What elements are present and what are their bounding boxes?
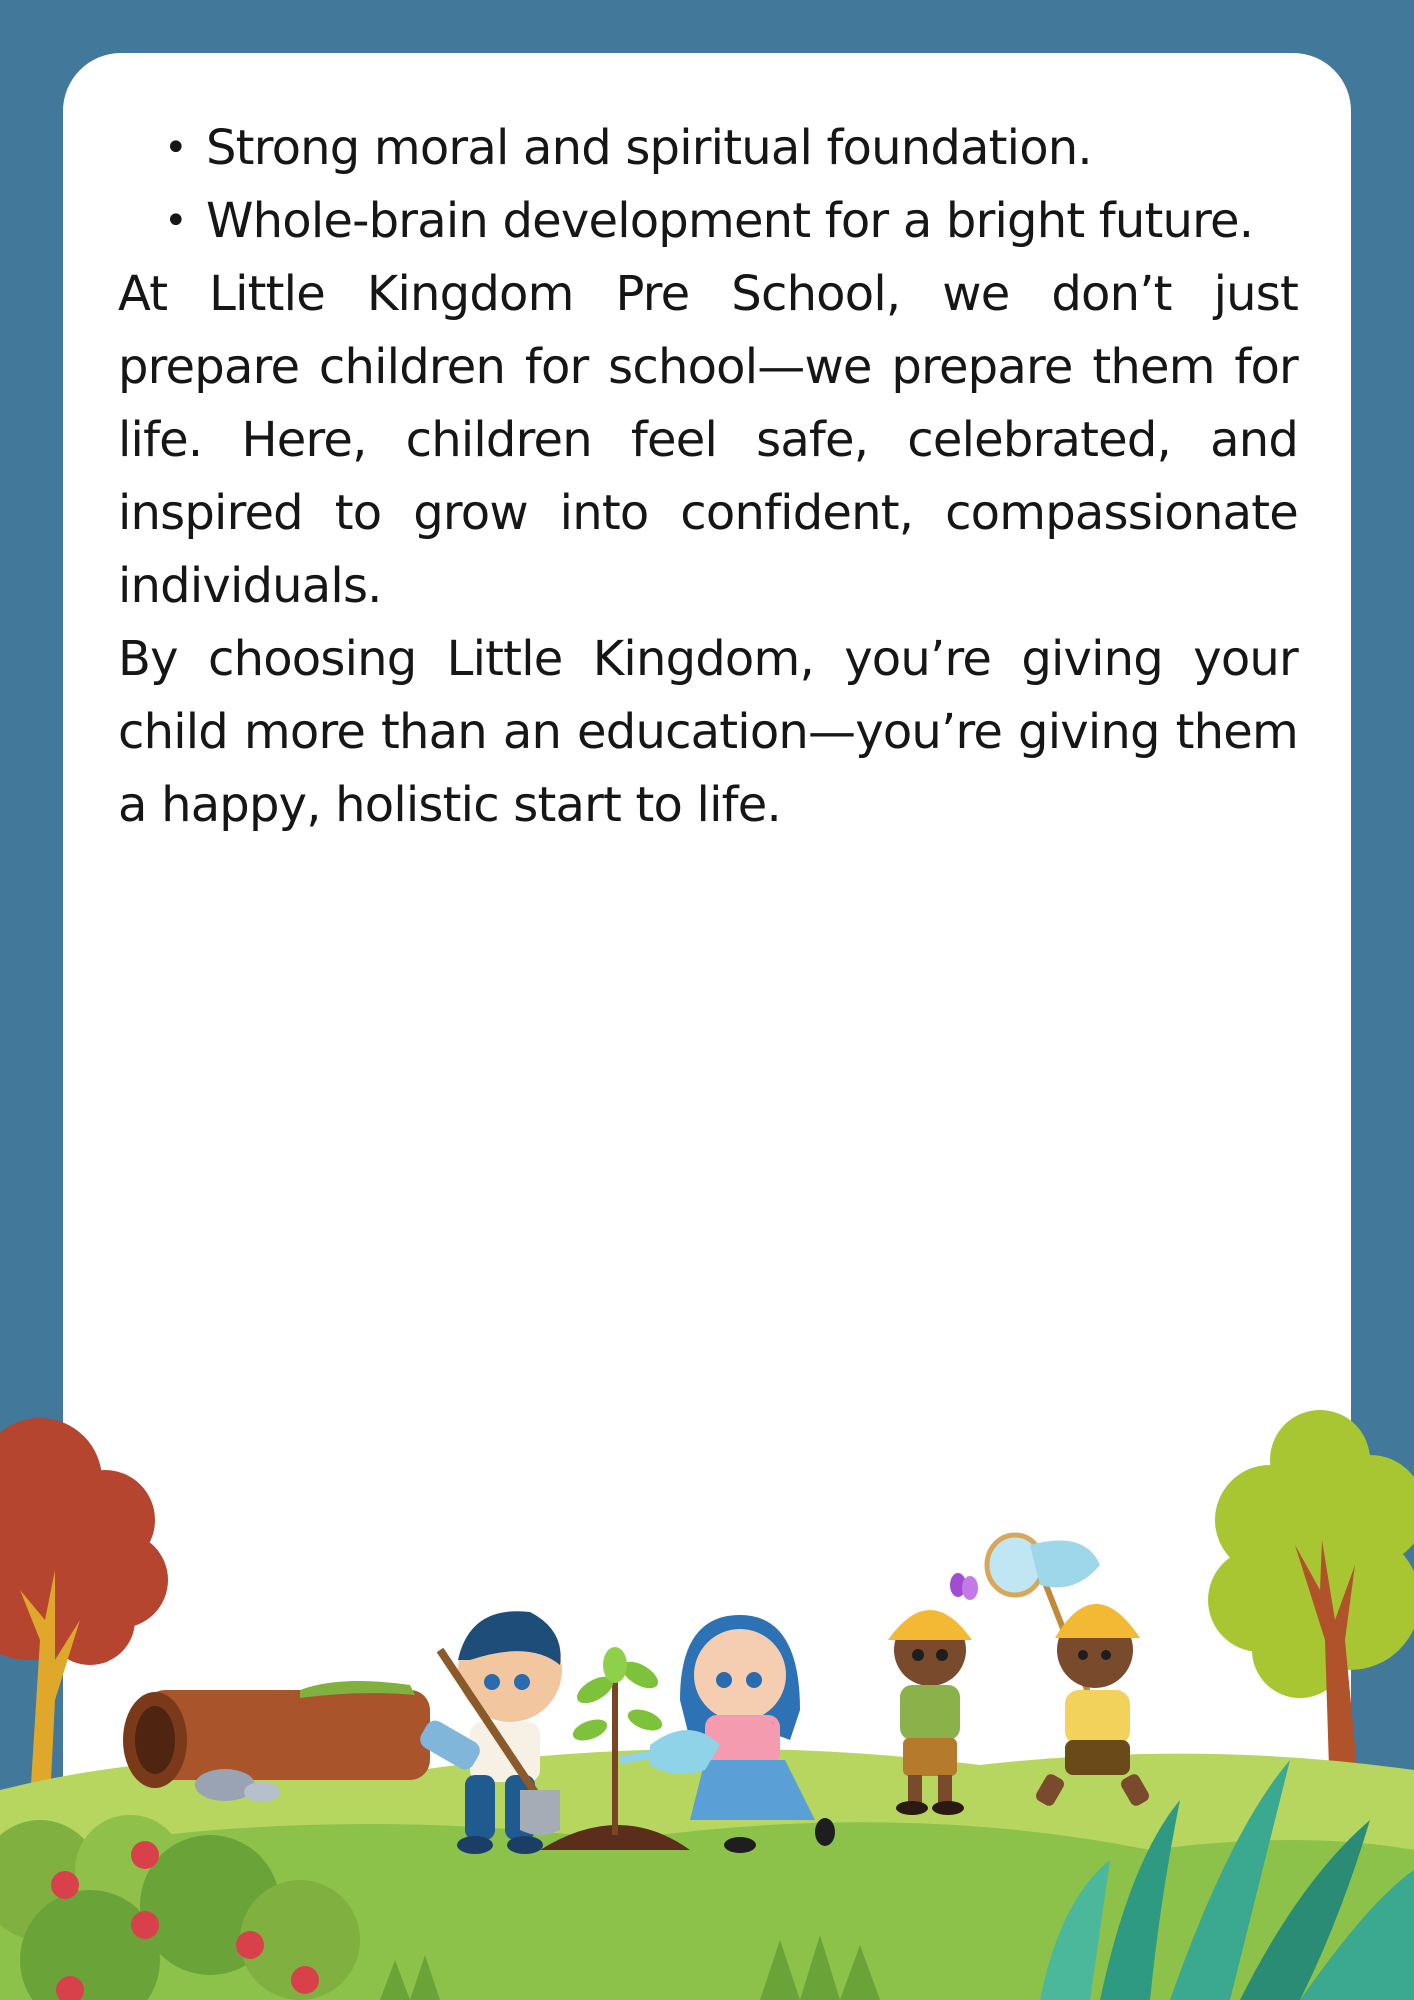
list-item <box>164 185 1298 258</box>
paragraph-closing: By choosing Little Kingdom, you’re giving your child more than an education—you’re giving them a happy, holistic start to life. <box>118 631 1298 833</box>
garden-illustration <box>0 1400 1414 2000</box>
document-body <box>118 112 1298 842</box>
list-item <box>164 112 1298 185</box>
bullet-list <box>118 112 1298 258</box>
bullet-icon: • <box>164 198 187 244</box>
list-item-text: Strong moral and spiritual foundation. <box>206 120 1092 176</box>
butterfly-icon <box>950 1573 978 1600</box>
list-item-text: Whole-brain development for a bright future. <box>206 193 1254 249</box>
bullet-icon: • <box>164 125 187 171</box>
paragraph-intro: At Little Kingdom Pre School, we don’t just prepare children for school—we prepare them for life. Here, children feel safe, celebrated, and inspired to grow into confident, compassionate individuals. <box>118 266 1298 614</box>
tree-icon <box>1208 1410 1414 1800</box>
